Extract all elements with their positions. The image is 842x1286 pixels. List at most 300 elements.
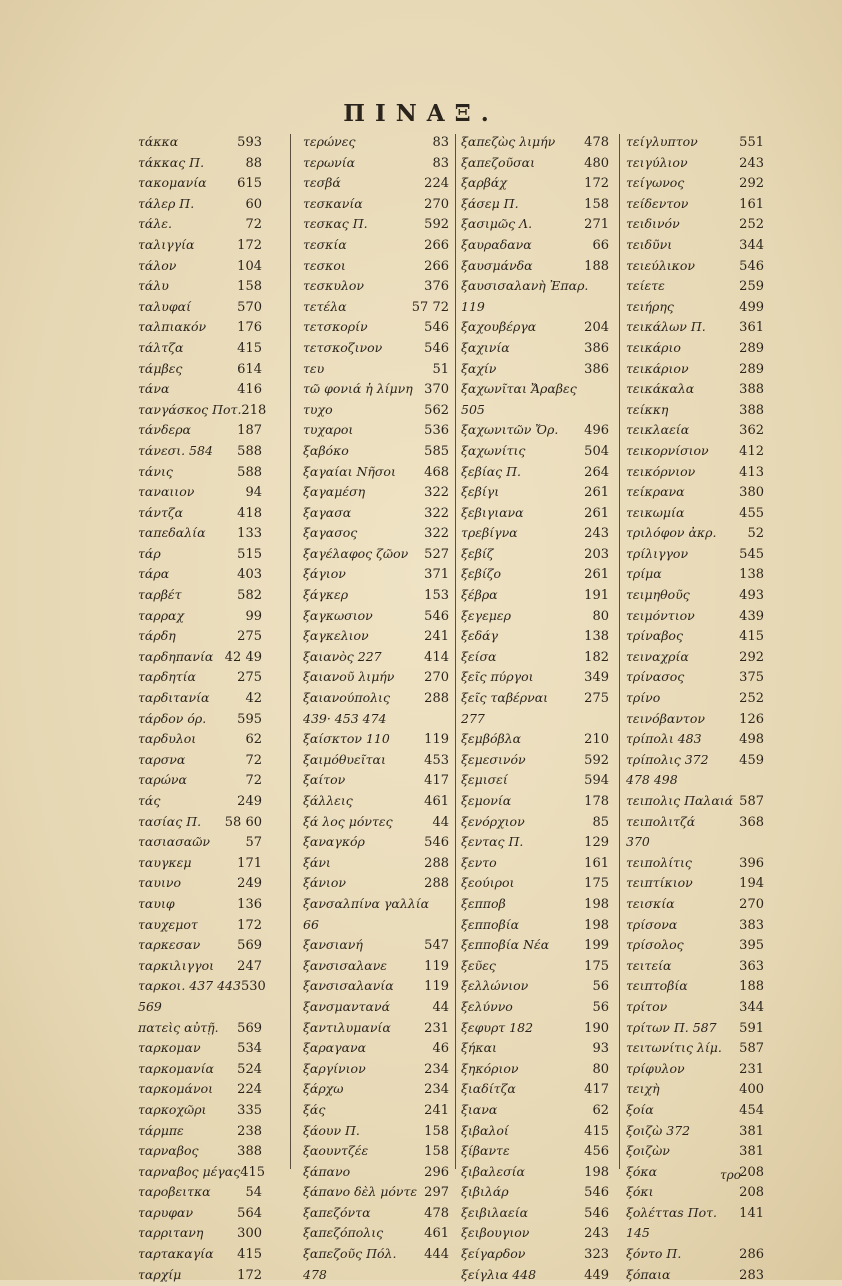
index-entry bbox=[461, 1018, 609, 1039]
entry-page-number: 203 bbox=[584, 546, 609, 562]
entry-term: τρίσολος bbox=[626, 937, 684, 953]
entry-term: ξαυσισαλανὴ Ἐπαρ. bbox=[461, 278, 589, 294]
entry-page-number: 199 bbox=[584, 938, 609, 954]
entry-page-number: 104 bbox=[237, 258, 262, 274]
entry-page-number: 187 bbox=[237, 423, 262, 439]
entry-page-number: 60 bbox=[245, 196, 262, 212]
entry-term: τειήρης bbox=[626, 298, 674, 314]
entry-term: τάλτζα bbox=[138, 339, 184, 355]
entry-term: τεσκία bbox=[303, 236, 347, 252]
index-entry bbox=[626, 235, 764, 256]
index-entry bbox=[461, 688, 609, 709]
column-rule bbox=[455, 134, 456, 1169]
entry-term: ξεδάγ bbox=[461, 628, 499, 644]
index-entry bbox=[461, 317, 609, 338]
index-entry bbox=[303, 688, 449, 709]
entry-page-number: 480 bbox=[584, 155, 609, 171]
index-entry bbox=[138, 132, 262, 153]
entry-page-number: 270 bbox=[424, 196, 449, 212]
index-entry bbox=[626, 173, 764, 194]
index-column-1 bbox=[138, 132, 267, 1285]
entry-term: τεσκυλον bbox=[303, 278, 364, 294]
entry-term: τερωνία bbox=[303, 154, 356, 170]
index-entry bbox=[138, 770, 262, 791]
index-entry bbox=[138, 441, 262, 462]
index-entry bbox=[138, 956, 262, 977]
index-entry bbox=[626, 647, 764, 668]
index-entry bbox=[461, 173, 609, 194]
entry-page-number: 261 bbox=[584, 505, 609, 521]
index-entry bbox=[138, 482, 262, 503]
entry-page-number: 204 bbox=[584, 320, 609, 336]
entry-page-number: 536 bbox=[424, 423, 449, 439]
index-entry bbox=[461, 420, 609, 441]
entry-page-number: 234 bbox=[424, 1061, 449, 1077]
entry-term: ξαρβάχ bbox=[461, 175, 507, 191]
index-entry bbox=[461, 214, 609, 235]
entry-page-number: 453 bbox=[424, 752, 449, 768]
entry-term: τεικορνίσιον bbox=[626, 442, 709, 458]
entry-term: τειγύλιον bbox=[626, 154, 688, 170]
index-entry bbox=[138, 894, 262, 915]
entry-term: ξείγλια 448 bbox=[461, 1266, 537, 1282]
entry-term: ξεβίζο bbox=[461, 566, 502, 582]
entry-page-number: 415 bbox=[237, 1247, 262, 1263]
entry-term: τείγωνος bbox=[626, 175, 685, 191]
index-entry bbox=[461, 770, 609, 791]
entry-term: τειπολίτις bbox=[626, 854, 692, 870]
entry-page-number: 172 bbox=[237, 917, 262, 933]
entry-page-number: 454 bbox=[739, 1102, 764, 1118]
index-entry bbox=[138, 153, 262, 174]
entry-page-number: 119 bbox=[424, 732, 449, 748]
entry-term: τάνδερα bbox=[138, 422, 191, 438]
entry-page-number: 172 bbox=[237, 237, 262, 253]
index-entry bbox=[626, 1203, 764, 1224]
entry-term: τρίναβος bbox=[626, 628, 683, 644]
entry-term: ξαυσμάνδα bbox=[461, 257, 533, 273]
index-entry bbox=[138, 1018, 262, 1039]
index-entry bbox=[626, 791, 764, 812]
index-entry bbox=[461, 832, 609, 853]
entry-term: ταρκομανία bbox=[138, 1060, 214, 1076]
entry-page-number: 591 bbox=[739, 1020, 764, 1036]
entry-term: τάνα bbox=[138, 381, 170, 397]
entry-page-number: 417 bbox=[424, 773, 449, 789]
entry-term: τρίλιγγον bbox=[626, 545, 689, 561]
index-entry bbox=[626, 1244, 764, 1265]
index-entry bbox=[138, 791, 262, 812]
index-entry bbox=[461, 1079, 609, 1100]
entry-term: ταυινο bbox=[138, 875, 181, 891]
entry-page-number: 241 bbox=[424, 629, 449, 645]
index-entry bbox=[626, 564, 764, 585]
entry-page-number: 493 bbox=[739, 588, 764, 604]
index-entry bbox=[461, 194, 609, 215]
entry-term: τεισκία bbox=[626, 895, 675, 911]
entry-term: τειπολις Παλαιά bbox=[626, 793, 734, 808]
entry-term: 277 bbox=[461, 710, 485, 726]
entry-term: τανγάσκος Ποτ. bbox=[138, 401, 242, 417]
entry-term: ξαπεζοῦς Πόλ. bbox=[303, 1246, 397, 1262]
index-entry bbox=[626, 482, 764, 503]
index-column-2 bbox=[303, 132, 449, 1285]
entry-page-number: 300 bbox=[237, 1226, 262, 1242]
entry-term: τειπτίκιον bbox=[626, 875, 693, 891]
entry-term: ξοιζὼν bbox=[626, 1143, 670, 1159]
entry-term: ξαπεζὼς λιμήν bbox=[461, 134, 556, 149]
index-entry bbox=[303, 976, 449, 997]
entry-term: ταρχίμ bbox=[138, 1266, 182, 1282]
index-entry bbox=[138, 194, 262, 215]
entry-page-number: 83 bbox=[432, 155, 449, 171]
entry-term: ταρδηπανία bbox=[138, 648, 214, 664]
entry-page-number: 153 bbox=[424, 588, 449, 604]
entry-page-number: 88 bbox=[245, 155, 262, 171]
index-entry bbox=[461, 153, 609, 174]
index-entry bbox=[303, 647, 449, 668]
entry-term: ξεντας Π. bbox=[461, 834, 524, 850]
index-entry bbox=[138, 462, 262, 483]
entry-term: ξόπαια bbox=[626, 1266, 671, 1282]
entry-term: τειτεία bbox=[626, 957, 672, 973]
entry-term: ξαγκωσιον bbox=[303, 607, 373, 623]
entry-page-number: 322 bbox=[424, 526, 449, 542]
entry-page-number: 191 bbox=[584, 588, 609, 604]
entry-page-number: 44 bbox=[432, 814, 449, 830]
index-entry bbox=[461, 256, 609, 277]
index-entry bbox=[138, 297, 262, 318]
entry-page-number: 188 bbox=[739, 979, 764, 995]
entry-page-number: 524 bbox=[237, 1061, 262, 1077]
entry-term: τειμηθοῦς bbox=[626, 587, 690, 603]
index-entry bbox=[461, 915, 609, 936]
entry-term: τάκκας Π. bbox=[138, 154, 205, 170]
index-entry bbox=[461, 976, 609, 997]
index-entry bbox=[461, 626, 609, 647]
entry-term: τρίτον bbox=[626, 998, 668, 1014]
index-entry bbox=[626, 1265, 764, 1286]
entry-term: ξαγκελιον bbox=[303, 628, 369, 644]
entry-page-number: 119 bbox=[424, 958, 449, 974]
entry-term: τάρα bbox=[138, 566, 170, 582]
entry-page-number: 569 bbox=[237, 938, 262, 954]
index-entry bbox=[138, 276, 262, 297]
entry-page-number: 478 bbox=[584, 135, 609, 150]
entry-page-number: 335 bbox=[237, 1102, 262, 1118]
entry-page-number: 444 bbox=[424, 1247, 449, 1263]
index-entry bbox=[138, 544, 262, 565]
entry-term: ταρώνα bbox=[138, 772, 187, 788]
entry-page-number: 247 bbox=[237, 958, 262, 974]
entry-page-number: 515 bbox=[237, 546, 262, 562]
index-entry bbox=[461, 379, 609, 400]
entry-term: ξαντιλυμανία bbox=[303, 1019, 391, 1035]
entry-term: ξήκαι bbox=[461, 1040, 497, 1056]
entry-term: ξιανα bbox=[461, 1101, 498, 1117]
entry-term: τετέλα bbox=[303, 298, 347, 314]
entry-term: ξιβιλάρ bbox=[461, 1184, 509, 1200]
index-entry bbox=[626, 976, 764, 997]
entry-page-number: 266 bbox=[424, 258, 449, 274]
index-entry bbox=[461, 441, 609, 462]
entry-page-number: 275 bbox=[584, 691, 609, 707]
entry-page-number: 383 bbox=[739, 917, 764, 933]
entry-term: τάμβες bbox=[138, 360, 183, 376]
index-entry bbox=[303, 1100, 449, 1121]
entry-page-number: 499 bbox=[739, 299, 764, 315]
entry-term: τεικωμία bbox=[626, 504, 685, 520]
entry-page-number: 218 bbox=[241, 402, 267, 418]
index-entry bbox=[303, 1182, 449, 1203]
entry-page-number: 417 bbox=[584, 1082, 609, 1098]
index-entry bbox=[303, 812, 449, 833]
index-entry bbox=[138, 1141, 262, 1162]
entry-page-number: 415 bbox=[739, 629, 764, 645]
page-title: ΠΙΝΑΞ. bbox=[343, 100, 499, 127]
entry-term: ξάπανο bbox=[303, 1163, 351, 1179]
entry-page-number: 176 bbox=[237, 320, 262, 336]
index-entry bbox=[626, 317, 764, 338]
entry-term: ξαχωνιτῶν Ὄρ. bbox=[461, 422, 559, 438]
index-entry bbox=[303, 1059, 449, 1080]
entry-page-number: 259 bbox=[739, 279, 764, 295]
entry-page-number: 72 bbox=[245, 217, 262, 233]
entry-page-number: 498 bbox=[739, 732, 764, 748]
entry-term: ξεντο bbox=[461, 854, 497, 870]
entry-term: ξαργίνιον bbox=[303, 1060, 366, 1076]
entry-page-number: 141 bbox=[739, 1205, 764, 1221]
entry-page-number: 261 bbox=[584, 485, 609, 501]
entry-term: ξαουντζέε bbox=[303, 1143, 369, 1159]
entry-term: ξελλώνιον bbox=[461, 978, 529, 994]
entry-term: ξεμονία bbox=[461, 793, 512, 808]
index-entry bbox=[303, 1203, 449, 1224]
entry-term: ξαχουβέργα bbox=[461, 319, 537, 335]
entry-term: ξανσισαλανε bbox=[303, 957, 388, 973]
entry-page-number: 395 bbox=[739, 938, 764, 954]
entry-term: τεσκας Π. bbox=[303, 216, 368, 232]
index-entry bbox=[138, 935, 262, 956]
entry-page-number: 468 bbox=[424, 464, 449, 480]
entry-term: ξεβιγιανα bbox=[461, 504, 524, 520]
entry-term: τρίνο bbox=[626, 690, 661, 706]
index-entry bbox=[138, 400, 267, 421]
entry-term: τεικάριον bbox=[626, 360, 689, 376]
entry-term: τείκρανα bbox=[626, 484, 685, 500]
entry-term: ταρδητία bbox=[138, 669, 196, 685]
entry-term: ξαιανὸς 227 bbox=[303, 648, 382, 664]
entry-term: τάνεσι. 584 bbox=[138, 442, 213, 458]
entry-term: ξαιανοῦ λιμήν bbox=[303, 669, 395, 685]
entry-page-number: 386 bbox=[584, 340, 609, 356]
entry-page-number: 138 bbox=[584, 629, 609, 645]
entry-page-number: 261 bbox=[584, 567, 609, 583]
index-entry bbox=[461, 729, 609, 750]
index-entry bbox=[138, 750, 262, 771]
entry-term: τάνις bbox=[138, 463, 173, 479]
entry-term: τυχαροι bbox=[303, 422, 354, 438]
entry-page-number: 344 bbox=[739, 237, 764, 253]
index-entry bbox=[626, 1059, 764, 1080]
index-entry bbox=[303, 317, 449, 338]
entry-page-number: 243 bbox=[584, 526, 609, 542]
index-entry bbox=[303, 667, 449, 688]
entry-term: ξαγέλαφος ζῶον bbox=[303, 545, 409, 561]
entry-page-number: 289 bbox=[739, 340, 764, 356]
entry-term: τετσκοζινον bbox=[303, 339, 383, 355]
entry-page-number: 210 bbox=[584, 732, 609, 748]
entry-page-number: 234 bbox=[424, 1082, 449, 1098]
index-entry bbox=[303, 935, 449, 956]
entry-page-number: 551 bbox=[739, 135, 764, 150]
index-entry bbox=[461, 1223, 609, 1244]
entry-page-number: 368 bbox=[739, 814, 764, 830]
entry-page-number: 415 bbox=[237, 340, 262, 356]
entry-term: τάρ bbox=[138, 545, 161, 561]
entry-page-number: 381 bbox=[739, 1123, 764, 1139]
entry-page-number: 161 bbox=[739, 196, 764, 212]
entry-page-number: 161 bbox=[584, 855, 609, 871]
entry-page-number: 266 bbox=[424, 237, 449, 253]
index-entry bbox=[461, 606, 609, 627]
index-entry bbox=[626, 1100, 764, 1121]
entry-page-number: 94 bbox=[245, 485, 262, 501]
index-entry bbox=[461, 750, 609, 771]
index-entry bbox=[626, 873, 764, 894]
index-entry bbox=[138, 173, 262, 194]
entry-page-number: 56 bbox=[592, 999, 609, 1015]
catchword: τρο- bbox=[720, 1168, 745, 1182]
entry-page-number: 546 bbox=[584, 1185, 609, 1201]
index-entry bbox=[461, 1141, 609, 1162]
index-entry bbox=[626, 688, 764, 709]
index-entry bbox=[461, 1162, 609, 1183]
index-entry bbox=[303, 585, 449, 606]
index-entry bbox=[303, 750, 449, 771]
entry-page-number: 231 bbox=[424, 1020, 449, 1036]
entry-term: ταπεδαλία bbox=[138, 525, 206, 541]
index-entry bbox=[303, 462, 449, 483]
entry-term: ξεπποβία bbox=[461, 916, 520, 932]
index-entry bbox=[303, 1121, 449, 1142]
entry-term: ξεμβόβλα bbox=[461, 731, 522, 747]
entry-term: ταροβειτκα bbox=[138, 1184, 211, 1200]
index-entry bbox=[303, 894, 449, 915]
entry-page-number: 243 bbox=[584, 1226, 609, 1242]
index-entry bbox=[626, 812, 764, 833]
entry-term: ξίβαντε bbox=[461, 1143, 510, 1159]
index-entry bbox=[138, 667, 262, 688]
entry-term: ταρραχ bbox=[138, 607, 185, 623]
entry-page-number: 504 bbox=[584, 443, 609, 459]
index-entry bbox=[303, 503, 449, 524]
index-entry bbox=[626, 276, 764, 297]
entry-term: ξαχωνῖται Ἄραβες bbox=[461, 381, 577, 397]
entry-page-number: 62 bbox=[245, 732, 262, 748]
index-entry bbox=[303, 214, 449, 235]
entry-page-number: 461 bbox=[424, 794, 449, 809]
column-rule bbox=[619, 134, 620, 1169]
entry-term: ξανσισαλανία bbox=[303, 978, 394, 994]
entry-term: τάρδον όρ. bbox=[138, 710, 207, 726]
entry-term: ξαχωνίτις bbox=[461, 442, 526, 458]
index-entry bbox=[461, 400, 609, 421]
entry-term: ξεγεμερ bbox=[461, 607, 511, 623]
index-entry bbox=[303, 338, 449, 359]
entry-term: ξείγαρδον bbox=[461, 1246, 526, 1262]
index-entry bbox=[461, 1182, 609, 1203]
index-entry bbox=[138, 915, 262, 936]
entry-term: ξοιζὼ 372 bbox=[626, 1122, 691, 1138]
entry-term: ταρναβος μέγας bbox=[138, 1163, 241, 1179]
index-entry bbox=[461, 1244, 609, 1265]
entry-page-number: 546 bbox=[424, 608, 449, 624]
entry-page-number: 158 bbox=[424, 1123, 449, 1139]
entry-page-number: 370 bbox=[424, 382, 449, 398]
entry-term: ξολέτταs Ποτ. bbox=[626, 1204, 718, 1220]
entry-term: τρίσονα bbox=[626, 916, 678, 932]
index-entry bbox=[138, 709, 262, 730]
entry-term: ξάνιον bbox=[303, 875, 346, 891]
index-entry bbox=[626, 462, 764, 483]
entry-term: 439· 453 474 bbox=[303, 710, 387, 726]
index-entry bbox=[626, 132, 764, 153]
entry-page-number: 190 bbox=[584, 1020, 609, 1036]
entry-term: ταρναβος bbox=[138, 1143, 199, 1159]
index-entry bbox=[303, 729, 449, 750]
entry-page-number: 42 bbox=[245, 691, 262, 707]
entry-page-number: 296 bbox=[424, 1164, 449, 1180]
entry-page-number: 288 bbox=[424, 855, 449, 871]
entry-term: ξανσιανή bbox=[303, 937, 363, 953]
entry-term: ταρυφαν bbox=[138, 1204, 194, 1220]
index-entry bbox=[626, 1038, 764, 1059]
entry-term: ξελύννο bbox=[461, 998, 513, 1014]
entry-term: ξάπανο δὲλ μόντε bbox=[303, 1184, 418, 1200]
index-entry bbox=[138, 1121, 262, 1142]
index-entry bbox=[303, 832, 449, 853]
entry-term: ξαπεζόντα bbox=[303, 1204, 371, 1220]
index-entry bbox=[626, 956, 764, 977]
entry-term: ξεῖς ταβέρναι bbox=[461, 690, 549, 706]
entry-term: ταρτακαγία bbox=[138, 1246, 214, 1262]
entry-page-number: 252 bbox=[739, 217, 764, 233]
index-entry bbox=[138, 317, 262, 338]
index-entry bbox=[626, 379, 764, 400]
entry-term: ξασιμῶς Λ. bbox=[461, 216, 533, 232]
entry-page-number: 587 bbox=[739, 1041, 764, 1057]
index-entry bbox=[138, 647, 262, 668]
entry-page-number: 46 bbox=[432, 1041, 449, 1057]
index-entry bbox=[138, 256, 262, 277]
entry-page-number: 283 bbox=[739, 1267, 764, 1283]
index-entry bbox=[626, 915, 764, 936]
entry-page-number: 288 bbox=[424, 691, 449, 707]
index-entry bbox=[626, 606, 764, 627]
entry-term: ξιβαλεσία bbox=[461, 1163, 525, 1179]
entry-term: 505 bbox=[461, 401, 485, 417]
entry-page-number: 224 bbox=[237, 1082, 262, 1098]
index-entry bbox=[303, 1038, 449, 1059]
index-entry bbox=[138, 1244, 262, 1265]
entry-page-number: 289 bbox=[739, 361, 764, 377]
index-entry bbox=[461, 709, 609, 730]
index-entry bbox=[626, 338, 764, 359]
entry-page-number: 249 bbox=[237, 876, 262, 892]
entry-page-number: 415 bbox=[584, 1123, 609, 1139]
entry-page-number: 238 bbox=[237, 1123, 262, 1139]
